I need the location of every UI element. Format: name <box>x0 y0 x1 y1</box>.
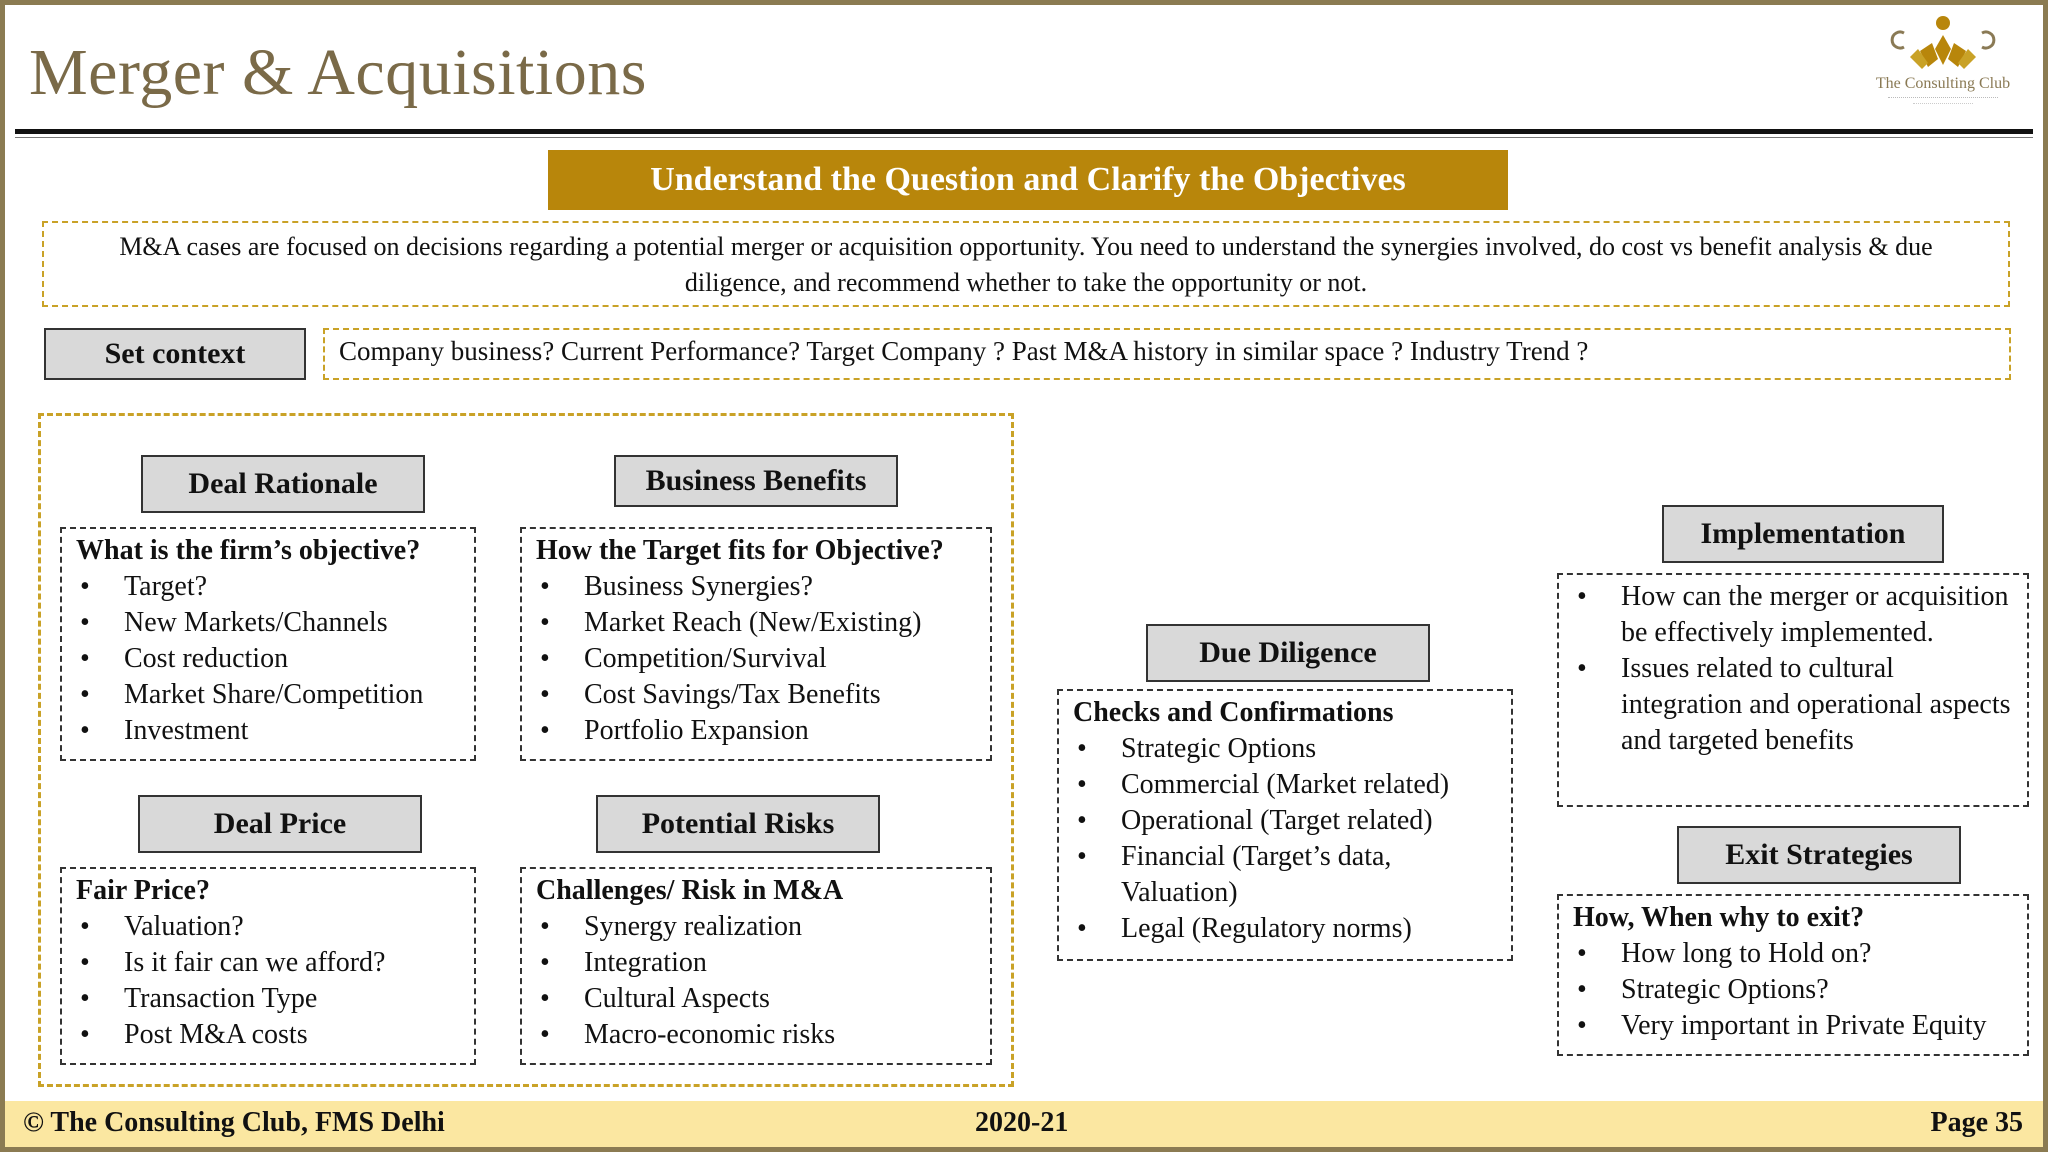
due-diligence-list <box>1073 731 1497 947</box>
exit-strategies-box <box>1557 894 2029 1056</box>
business-benefits-box <box>520 527 992 761</box>
list-item: • Cost reduction <box>76 641 460 677</box>
business-benefits-title: How the Target fits for Objective? <box>536 535 944 566</box>
due-diligence-box <box>1057 689 1513 961</box>
due-diligence-title: Checks and Confirmations <box>1073 697 1394 728</box>
title-divider-thin <box>15 137 2033 138</box>
lotus-logo-icon <box>1888 13 1998 73</box>
list-item: • Target? <box>76 569 460 605</box>
logo <box>1863 13 2023 119</box>
implementation-header: Implementation <box>1662 505 1944 563</box>
list-item: • Financial (Target’s data, Valuation) <box>1073 839 1497 911</box>
list-item: • Competition/Survival <box>536 641 976 677</box>
exit-strategies-header: Exit Strategies <box>1677 826 1961 884</box>
list-item: • New Markets/Channels <box>76 605 460 641</box>
implementation-box <box>1557 573 2029 807</box>
potential-risks-box <box>520 867 992 1065</box>
deal-price-title: Fair Price? <box>76 875 210 906</box>
page-title: Merger & Acquisitions <box>29 36 647 109</box>
deal-rationale-box <box>60 527 476 761</box>
deal-price-list <box>76 909 460 1053</box>
implementation-list <box>1573 579 2013 759</box>
list-item: • Strategic Options? <box>1573 972 2013 1008</box>
intro-text: M&A cases are focused on decisions regarding a potential merger or acquisition opportunity. You need to understand the synergies involved, do cost vs benefit analysis & due diligence, and recommend whether to take the opportunity or not. <box>42 221 2010 307</box>
page-number: Page 35 <box>1930 1107 2023 1138</box>
list-item: • Transaction Type <box>76 981 460 1017</box>
title-divider <box>15 129 2033 134</box>
footer-year: 2020-21 <box>975 1107 1069 1138</box>
list-item: • Macro-economic risks <box>536 1017 976 1053</box>
potential-risks-title: Challenges/ Risk in M&A <box>536 875 844 906</box>
business-benefits-list <box>536 569 976 749</box>
list-item: • Is it fair can we afford? <box>76 945 460 981</box>
list-item: • How can the merger or acquisition be effectively implemented. <box>1573 579 2013 651</box>
list-item: • Operational (Target related) <box>1073 803 1497 839</box>
logo-text: The Consulting Club <box>1875 75 2011 92</box>
objective-banner: Understand the Question and Clarify the Objectives <box>548 150 1508 210</box>
set-context-label: Set context <box>44 328 306 380</box>
list-item: • Valuation? <box>76 909 460 945</box>
list-item: • Commercial (Market related) <box>1073 767 1497 803</box>
exit-strategies-title: How, When why to exit? <box>1573 902 1865 933</box>
list-item: • Market Share/Competition <box>76 677 460 713</box>
list-item: • Post M&A costs <box>76 1017 460 1053</box>
due-diligence-header: Due Diligence <box>1146 624 1430 682</box>
logo-subtext-line <box>1888 97 1998 100</box>
logo-subtext-line <box>1913 103 1973 106</box>
deal-price-header: Deal Price <box>138 795 422 853</box>
list-item: • Strategic Options <box>1073 731 1497 767</box>
exit-strategies-list <box>1573 936 2013 1044</box>
business-benefits-header: Business Benefits <box>614 455 898 507</box>
list-item: • Very important in Private Equity <box>1573 1008 2013 1044</box>
potential-risks-list <box>536 909 976 1053</box>
footer-bar <box>5 1101 2043 1147</box>
list-item: • Market Reach (New/Existing) <box>536 605 976 641</box>
set-context-questions: Company business? Current Performance? Target Company ? Past M&A history in similar space ? Industry Trend ? <box>323 328 2011 380</box>
deal-rationale-list <box>76 569 460 749</box>
deal-rationale-title: What is the firm’s objective? <box>76 535 421 566</box>
list-item: • Investment <box>76 713 460 749</box>
list-item: • Synergy realization <box>536 909 976 945</box>
deal-price-box <box>60 867 476 1065</box>
list-item: • How long to Hold on? <box>1573 936 2013 972</box>
list-item: • Portfolio Expansion <box>536 713 976 749</box>
list-item: • Legal (Regulatory norms) <box>1073 911 1497 947</box>
potential-risks-header: Potential Risks <box>596 795 880 853</box>
list-item: • Cultural Aspects <box>536 981 976 1017</box>
list-item: • Issues related to cultural integration and operational aspects and targeted benefits <box>1573 651 2013 759</box>
deal-rationale-header: Deal Rationale <box>141 455 425 513</box>
list-item: • Integration <box>536 945 976 981</box>
list-item: • Cost Savings/Tax Benefits <box>536 677 976 713</box>
footer-copyright: © The Consulting Club, FMS Delhi <box>23 1107 445 1138</box>
list-item: • Business Synergies? <box>536 569 976 605</box>
